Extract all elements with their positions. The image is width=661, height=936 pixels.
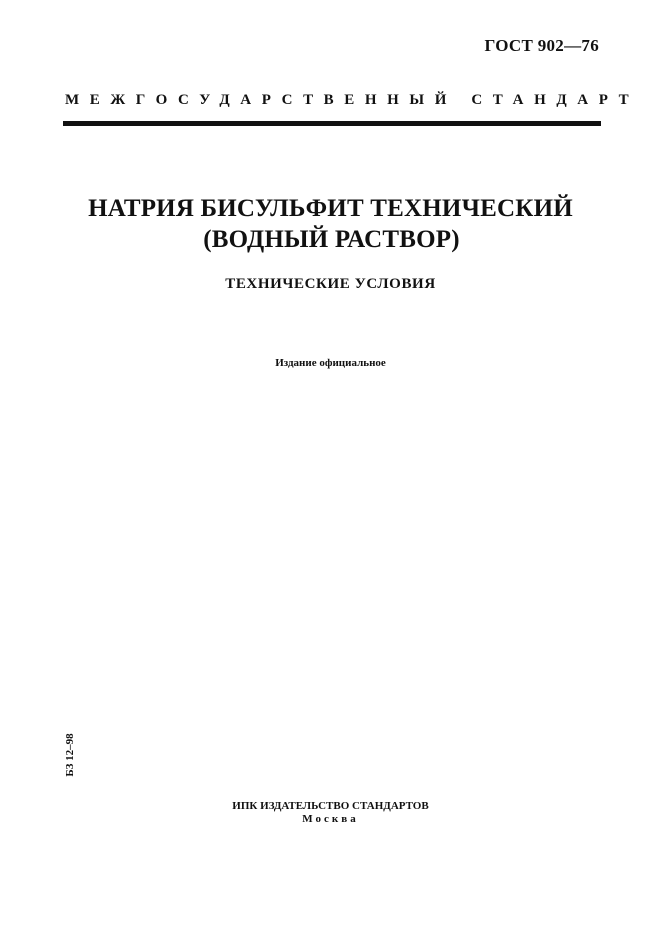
document-subtitle: ТЕХНИЧЕСКИЕ УСЛОВИЯ — [225, 276, 436, 292]
side-mark-text: БЗ 12–98 — [64, 733, 76, 777]
document-title-line-2: (ВОДНЫЙ РАСТВОР) — [203, 226, 460, 253]
standard-category: МЕЖГОСУДАРСТВЕННЫЙ СТАНДАРТ — [65, 92, 640, 108]
header-divider — [63, 121, 601, 126]
publisher-name: ИПК ИЗДАТЕЛЬСТВО СТАНДАРТОВ — [232, 800, 429, 812]
document-title — [0, 193, 661, 255]
side-mark — [60, 730, 80, 780]
document-title-line-1: НАТРИЯ БИСУЛЬФИТ ТЕХНИЧЕСКИЙ — [88, 195, 573, 222]
publisher-block — [0, 800, 661, 826]
standard-number: ГОСТ 902—76 — [484, 36, 599, 55]
edition-note: Издание официальное — [275, 357, 386, 369]
publisher-city: Москва — [302, 813, 359, 825]
